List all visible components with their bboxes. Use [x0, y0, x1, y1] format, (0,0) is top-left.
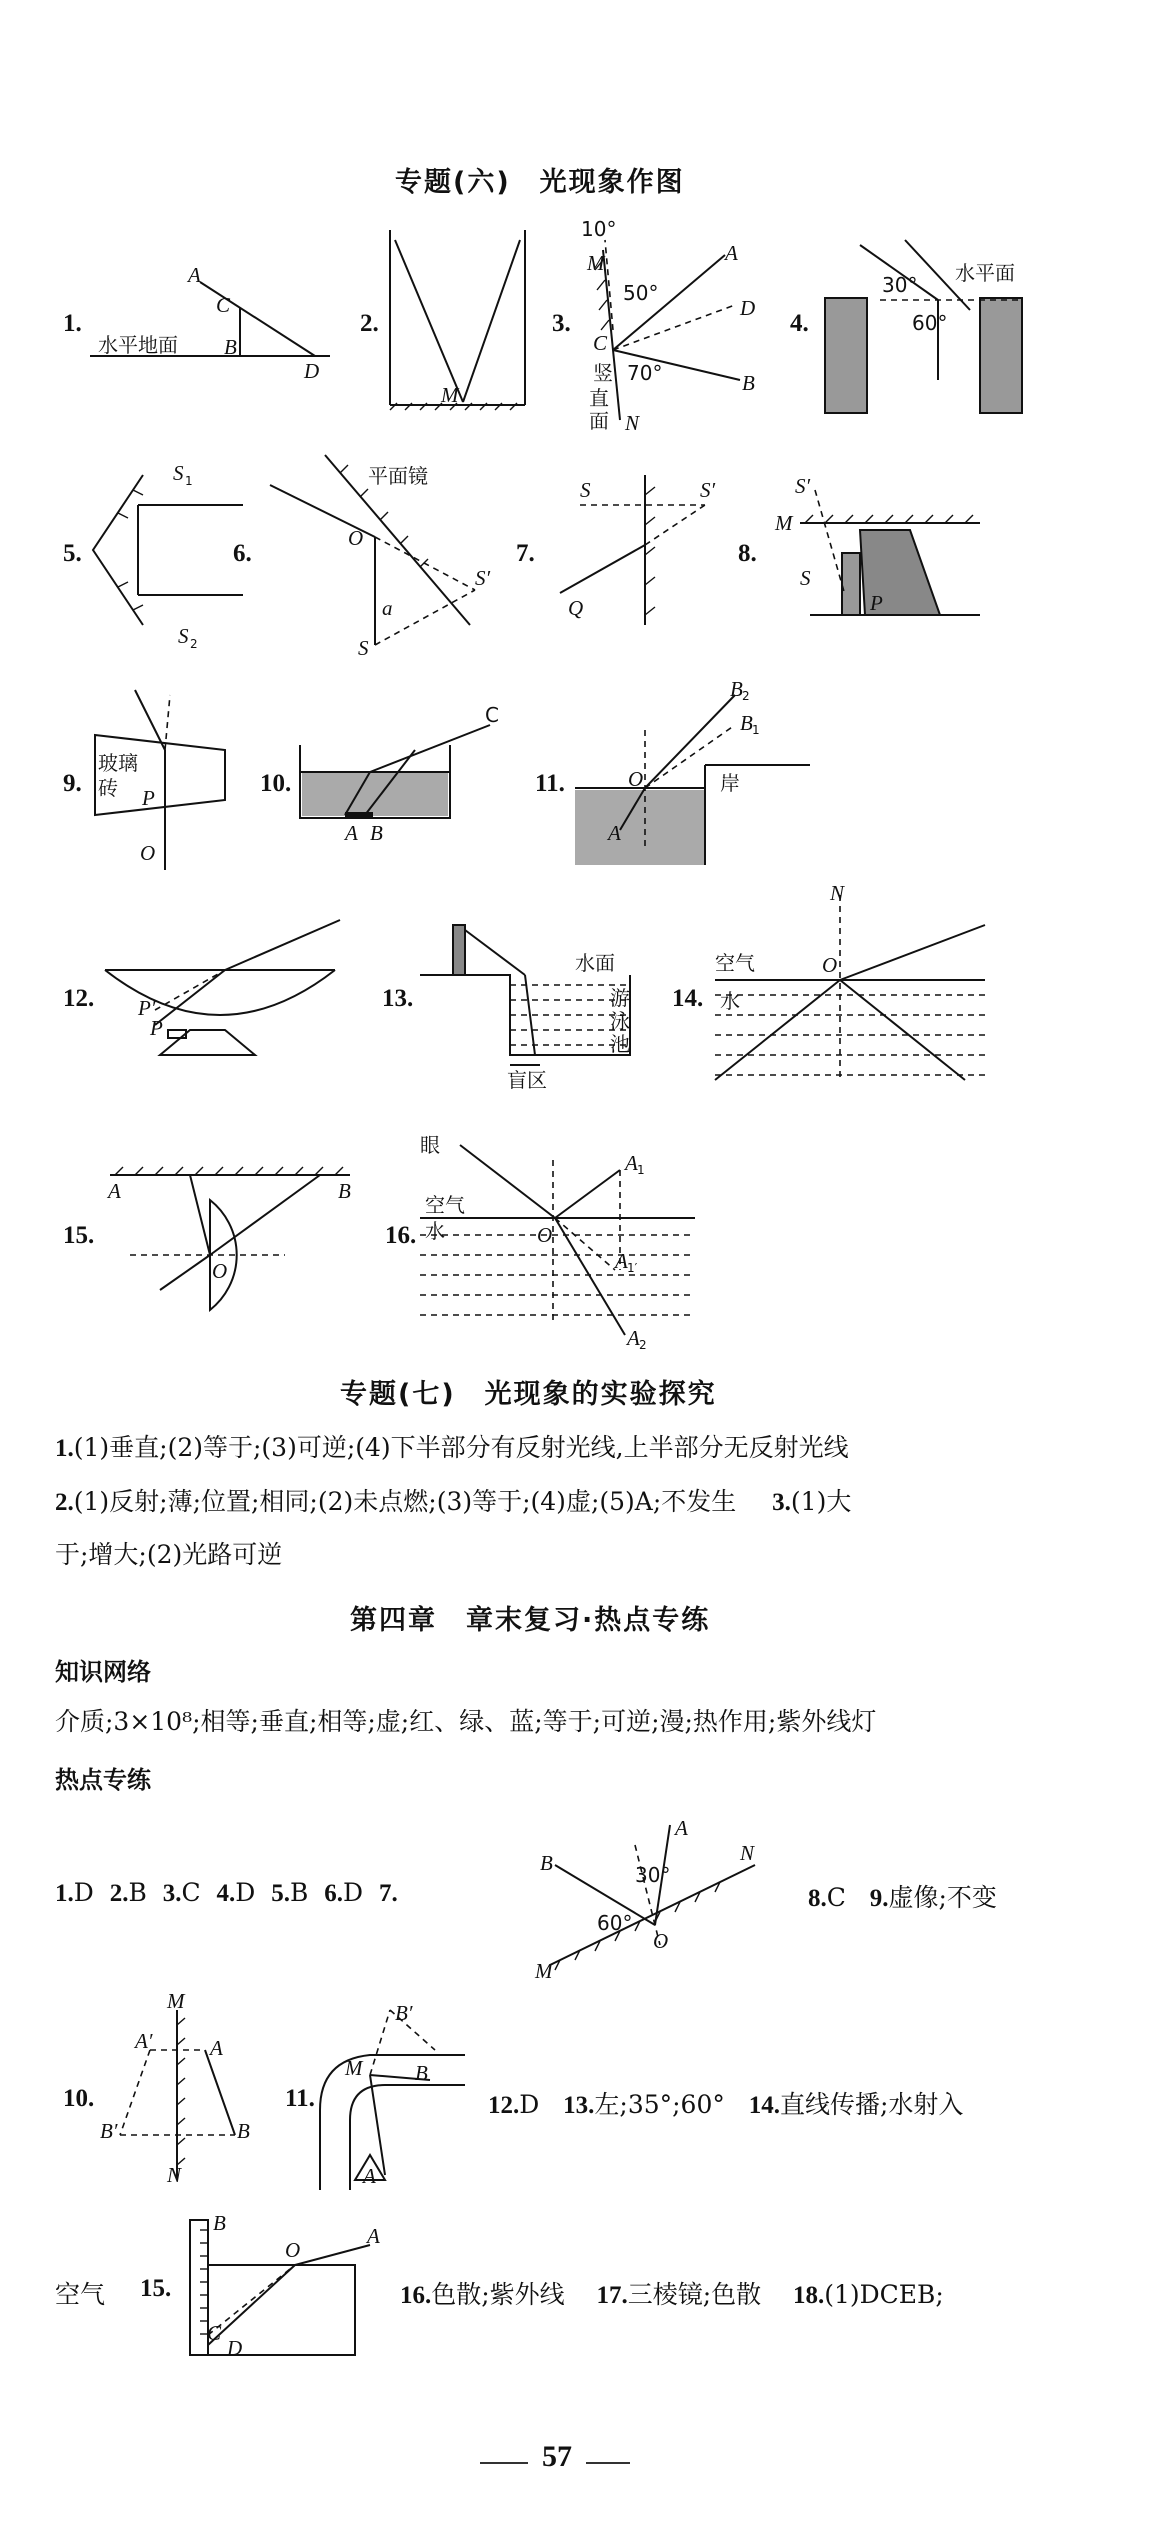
svg-text:岸: 岸 [720, 771, 740, 795]
answer-14-continued: 空气 [55, 2280, 106, 2309]
figure-16 [415, 1130, 705, 1355]
review-figure-10 [95, 1989, 265, 2187]
svg-text:B′: B′ [100, 2119, 118, 2143]
svg-text:60°: 60° [597, 1911, 633, 1935]
knowledge-heading: 知识网络 [55, 1658, 151, 1686]
page-number: 57 [528, 2440, 586, 2474]
item-number: 15. [63, 1222, 95, 1249]
svg-text:N: N [625, 411, 640, 435]
item-number: 16. [385, 1222, 417, 1249]
svg-text:水: 水 [425, 1219, 445, 1243]
svg-text:A: A [615, 1249, 628, 1273]
svg-text:D: D [304, 359, 320, 383]
svg-text:1: 1 [185, 474, 193, 488]
svg-text:M: M [535, 1959, 553, 1983]
svg-text:A: A [108, 1179, 121, 1203]
answers-1-6: 1.D 2.B 3.C 4.D 5.B 6.D 7. [55, 1878, 398, 1907]
answers-8-9: 8.C 9.虚像;不变 [808, 1883, 997, 1912]
svg-text:C: C [593, 331, 608, 355]
svg-text:S: S [178, 624, 189, 648]
svg-text:B: B [224, 335, 237, 359]
svg-text:S′: S′ [475, 566, 491, 590]
svg-text:P: P [870, 591, 883, 615]
figure-10 [290, 700, 510, 845]
topic7-answer-1: 1.(1)垂直;(2)等于;(3)可逆;(4)下半部分有反射光线,上半部分无反射光线 [55, 1433, 849, 1462]
svg-text:1′: 1′ [627, 1261, 638, 1275]
svg-text:水面: 水面 [575, 951, 615, 975]
svg-text:2: 2 [742, 689, 750, 703]
figure-8 [770, 475, 990, 635]
svg-text:P: P [142, 786, 155, 810]
item-number: 11. [285, 2085, 315, 2112]
svg-text:空气: 空气 [715, 951, 755, 975]
svg-text:游: 游 [610, 986, 630, 1010]
topic7-answer-2: 2.(1)反射;薄;位置;相同;(2)未点燃;(3)等于;(4)虚;(5)A;不发生 3.(1)大 [55, 1487, 852, 1516]
svg-text:竖: 竖 [593, 361, 613, 385]
svg-text:砖: 砖 [98, 776, 118, 800]
svg-text:Q: Q [568, 596, 584, 620]
svg-text:A: A [608, 821, 621, 845]
svg-text:S: S [358, 636, 369, 660]
ground-label: 水平地面 [98, 333, 178, 357]
svg-text:玻璃: 玻璃 [98, 751, 138, 775]
svg-text:面: 面 [589, 409, 609, 433]
item-number: 1. [63, 310, 82, 337]
svg-text:C: C [216, 293, 231, 317]
svg-text:P: P [150, 1016, 163, 1040]
svg-text:1: 1 [637, 1163, 645, 1177]
svg-text:B: B [370, 821, 383, 845]
item-number: 15. [140, 2275, 172, 2302]
item-number: 11. [535, 770, 565, 797]
svg-text:N: N [830, 881, 845, 905]
svg-text:C: C [207, 2321, 222, 2345]
svg-text:空气: 空气 [425, 1193, 465, 1217]
svg-text:水: 水 [720, 989, 740, 1013]
svg-text:盲区: 盲区 [507, 1068, 547, 1092]
svg-text:O: O [537, 1223, 553, 1247]
item-number: 2. [360, 310, 379, 337]
item-number: 7. [516, 540, 535, 567]
svg-text:A: A [625, 1151, 638, 1175]
svg-text:60°: 60° [912, 311, 948, 335]
svg-text:B: B [415, 2061, 428, 2085]
svg-text:M: M [587, 251, 605, 275]
svg-text:B: B [730, 677, 743, 701]
svg-text:2: 2 [190, 637, 198, 651]
item-number: 3. [552, 310, 571, 337]
review-figure-7 [535, 1816, 775, 1983]
svg-text:O: O [140, 841, 156, 865]
svg-text:O: O [653, 1929, 669, 1953]
svg-text:A: A [188, 263, 201, 287]
svg-text:水平面: 水平面 [955, 261, 1015, 285]
figure-9 [90, 690, 240, 880]
angle-50: 50° [623, 281, 659, 305]
svg-text:A′: A′ [135, 2029, 153, 2053]
svg-text:B: B [742, 371, 755, 395]
svg-text:O: O [348, 526, 364, 550]
svg-text:P′: P′ [138, 996, 156, 1020]
svg-text:S: S [173, 461, 184, 485]
svg-text:B′: B′ [395, 2001, 413, 2025]
figure-13 [415, 895, 655, 1095]
topic7-answer-3: 于;增大;(2)光路可逆 [55, 1540, 283, 1569]
review-figure-15 [185, 2211, 385, 2360]
svg-text:D: D [740, 296, 756, 320]
svg-text:A: A [363, 2164, 376, 2188]
topic6-title: 专题(六) 光现象作图 [395, 167, 685, 198]
svg-text:a: a [382, 596, 393, 620]
hot-heading: 热点专练 [55, 1766, 151, 1794]
figure-12 [100, 920, 370, 1070]
svg-text:S: S [580, 478, 591, 502]
svg-text:S: S [800, 566, 811, 590]
svg-text:30°: 30° [882, 273, 918, 297]
knowledge-text: 介质;3×10⁸;相等;垂直;相等;虚;红、绿、蓝;等于;可逆;漫;热作用;紫外线灯 [55, 1707, 877, 1736]
item-number: 5. [63, 540, 82, 567]
topic7-title: 专题(七) 光现象的实验探究 [340, 1379, 717, 1410]
svg-text:池: 池 [610, 1032, 630, 1056]
svg-text:A: A [210, 2036, 223, 2060]
item-number: 12. [63, 985, 95, 1012]
figure-1 [90, 260, 340, 383]
item-number: 14. [672, 985, 704, 1012]
angle-10: 10° [581, 217, 617, 241]
svg-text:平面镜: 平面镜 [368, 464, 428, 488]
figure-2 [385, 230, 535, 415]
svg-text:A: A [345, 821, 358, 845]
svg-text:S′: S′ [700, 478, 716, 502]
svg-text:30°: 30° [635, 1863, 671, 1887]
svg-text:M: M [441, 383, 459, 407]
answers-12-14: 12.D 13.左;35°;60° 14.直线传播;水射入 [488, 2090, 964, 2119]
svg-text:O: O [285, 2238, 301, 2262]
svg-text:2: 2 [639, 1338, 647, 1352]
figure-14 [710, 881, 990, 1090]
svg-text:O: O [822, 953, 838, 977]
svg-text:M: M [167, 1989, 185, 2013]
svg-text:N: N [167, 2163, 182, 2187]
figure-7 [540, 475, 730, 630]
chapter4-title: 第四章 章末复习·热点专练 [350, 1605, 711, 1636]
svg-text:O: O [628, 767, 644, 791]
item-number: 8. [738, 540, 757, 567]
figure-6 [260, 455, 510, 665]
svg-text:C: C [485, 703, 499, 727]
svg-text:B: B [540, 1851, 553, 1875]
svg-text:眼: 眼 [420, 1133, 440, 1157]
angle-70: 70° [627, 361, 663, 385]
svg-text:M: M [345, 2056, 363, 2080]
svg-text:A: A [627, 1326, 640, 1350]
svg-text:A: A [675, 1816, 688, 1840]
svg-text:B: B [338, 1179, 351, 1203]
svg-text:A: A [367, 2224, 380, 2248]
svg-text:M: M [775, 511, 793, 535]
answers-16-18: 16.色散;紫外线 17.三棱镜;色散 18.(1)DCEB; [400, 2280, 944, 2309]
item-number: 4. [790, 310, 809, 337]
item-number: 13. [382, 985, 414, 1012]
figure-15 [100, 1160, 360, 1320]
item-number: 6. [233, 540, 252, 567]
figure-3 [575, 217, 775, 435]
svg-text:B: B [740, 711, 753, 735]
figure-11 [570, 677, 840, 870]
svg-text:S′: S′ [795, 474, 811, 498]
figure-4 [820, 240, 1080, 420]
svg-text:泳: 泳 [610, 1009, 630, 1033]
svg-text:A: A [725, 241, 738, 265]
svg-text:B: B [237, 2119, 250, 2143]
item-number: 10. [260, 770, 292, 797]
svg-text:D: D [227, 2336, 243, 2360]
svg-text:N: N [740, 1841, 755, 1865]
svg-text:O: O [212, 1259, 228, 1283]
svg-text:B: B [213, 2211, 226, 2235]
figure-5 [88, 461, 248, 651]
svg-text:直: 直 [589, 386, 609, 410]
item-number: 10. [63, 2085, 95, 2112]
review-figure-11 [315, 2000, 475, 2200]
item-number: 9. [63, 770, 82, 797]
svg-text:1: 1 [752, 723, 760, 737]
